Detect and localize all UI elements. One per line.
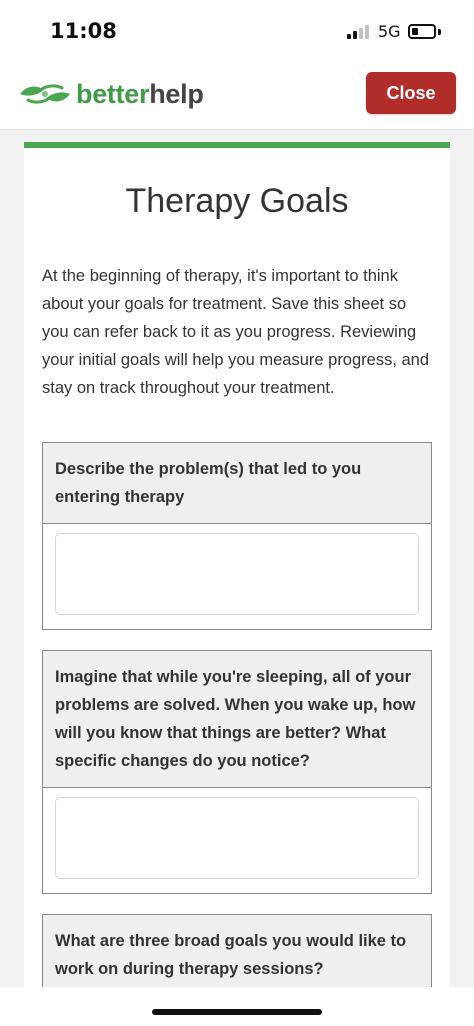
status-bar: [0, 0, 474, 58]
question-block: [42, 650, 432, 894]
battery-icon: [408, 24, 436, 39]
logo-text: [76, 79, 204, 110]
page-title: Therapy Goals: [125, 182, 349, 220]
intro-paragraph: At the beginning of therapy, it's important to think about your goals for treatment. Save this sheet so you can refer back to it as you progress. Reviewing your initial goals will help you measure progress, and stay on track throughout your treatment.: [42, 267, 430, 397]
app-header: [0, 58, 474, 130]
answer-input-changes[interactable]: [55, 797, 419, 879]
leaf-hands-icon: [18, 80, 72, 108]
status-time: 11:08: [50, 19, 117, 43]
question-label: What are three broad goals you would like to work on during therapy sessions?: [43, 915, 431, 987]
home-indicator[interactable]: [152, 1009, 322, 1015]
worksheet-card: [24, 142, 450, 987]
close-button[interactable]: Close: [366, 72, 456, 114]
question-block: [42, 914, 432, 987]
bottom-bar: [0, 987, 474, 1026]
question-block: [42, 442, 432, 630]
betterhelp-logo[interactable]: [18, 78, 204, 110]
logo-text-better: better: [76, 78, 150, 109]
question-label: Describe the problem(s) that led to you entering therapy: [43, 443, 431, 524]
question-label: Imagine that while you're sleeping, all of your problems are solved. When you wake up, how will you know that things are better? What specific changes do you notice?: [43, 651, 431, 788]
answer-input-problems[interactable]: [55, 533, 419, 615]
question-answer-area: [43, 788, 431, 893]
network-type: 5G: [378, 22, 401, 41]
battery-tip: [438, 29, 441, 35]
logo-text-help: help: [149, 78, 204, 109]
question-answer-area: [43, 524, 431, 629]
signal-strength-icon: [347, 25, 371, 39]
